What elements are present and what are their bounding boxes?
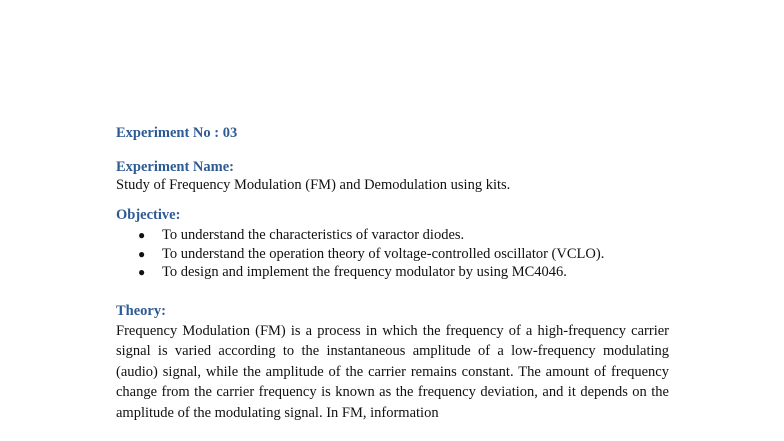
theory-heading: Theory:	[116, 302, 166, 319]
bullet-icon: ●	[138, 228, 146, 242]
document-page	[116, 124, 669, 423]
experiment-name-section	[116, 158, 669, 194]
experiment-number-heading: Experiment No : 03	[116, 125, 238, 141]
bullet-icon: ●	[138, 265, 146, 279]
objective-heading: Objective:	[116, 207, 181, 223]
objective-list	[116, 226, 669, 282]
objective-section	[116, 206, 669, 282]
objective-item-text: To understand the operation theory of voltage-controlled oscillator (VCLO).	[162, 245, 605, 262]
experiment-name-heading: Experiment Name:	[116, 159, 234, 175]
bullet-icon: ●	[138, 246, 146, 261]
objective-item-text: To design and implement the frequency modulator by using MC4046.	[162, 264, 567, 280]
objective-item	[116, 226, 669, 245]
theory-section	[116, 302, 669, 424]
objective-item	[116, 245, 669, 264]
objective-item-text: To understand the characteristics of varactor diodes.	[162, 227, 465, 243]
experiment-number-section	[116, 124, 669, 142]
theory-text: Frequency Modulation (FM) is a process in which the frequency of a high-frequency carrier signal is varied according to the instantaneous amplitude of a low-frequency modulating (audio) signal, while the amplitude of the carrier remains constant. The amount of frequency change from the carrier frequency is known as the frequency deviation, and it depends on the amplitude of the modulating signal. In FM, information	[116, 322, 669, 421]
objective-item	[116, 263, 669, 282]
experiment-name-text: Study of Frequency Modulation (FM) and Demodulation using kits.	[116, 177, 511, 193]
